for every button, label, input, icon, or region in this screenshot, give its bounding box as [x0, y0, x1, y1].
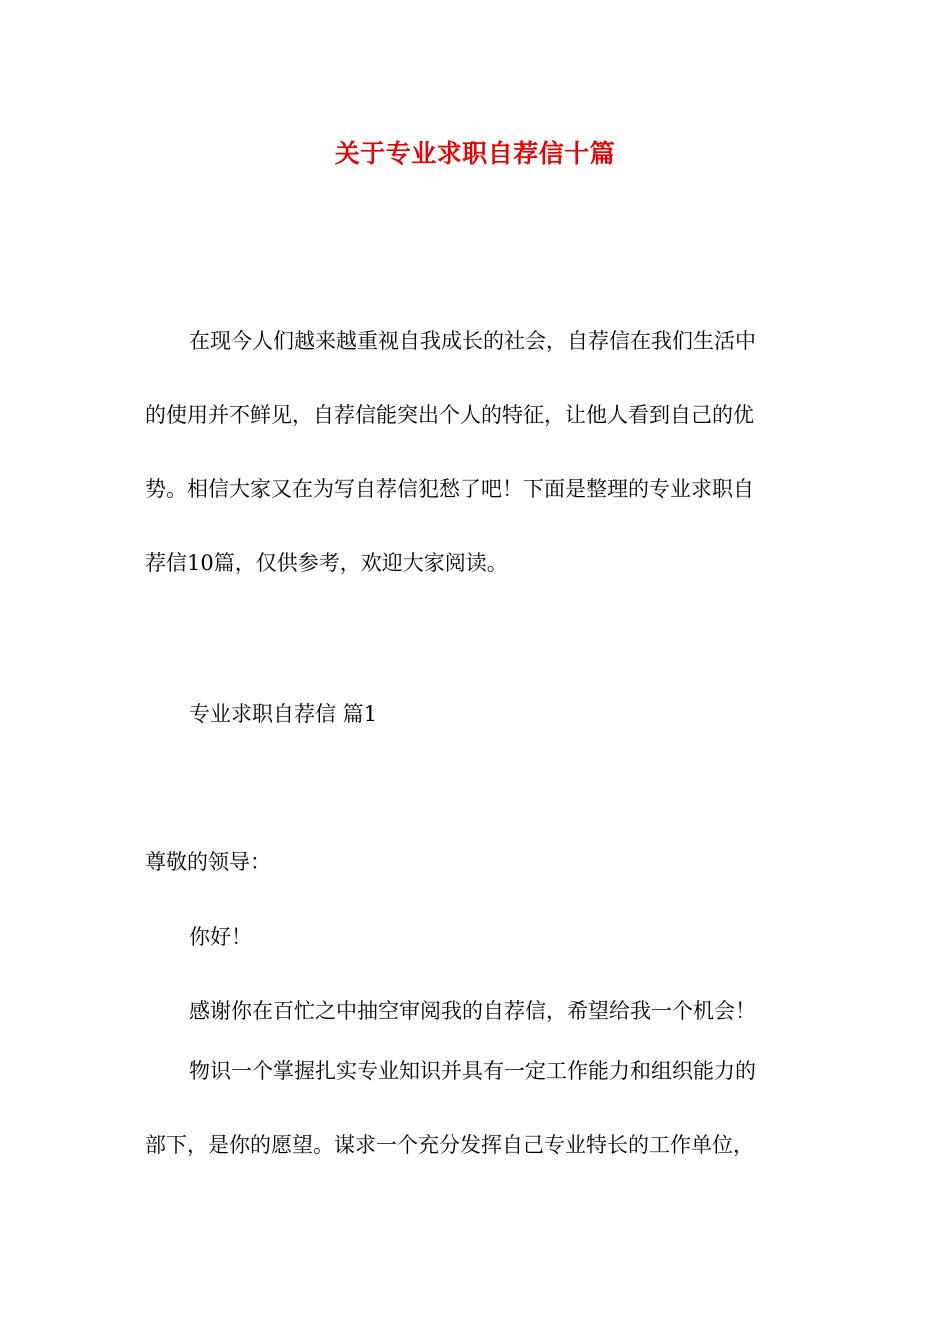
- salutation: 尊敬的领导：: [145, 850, 271, 874]
- greeting: 你好！: [189, 925, 252, 949]
- body-line: 部下，是你的愿望。谋求一个充分发挥自己专业特长的工作单位，: [145, 1133, 754, 1157]
- intro-paragraph: [145, 304, 810, 600]
- document-title: 关于专业求职自荐信十篇: [334, 139, 616, 168]
- body-line: 物识一个掌握扎实专业知识并具有一定工作能力和组织能力的: [189, 1059, 756, 1083]
- intro-line: 势。相信大家又在为写自荐信犯愁了吧！下面是整理的专业求职自: [145, 477, 754, 501]
- section-heading: 专业求职自荐信 篇1: [189, 702, 378, 726]
- intro-line: 的使用并不鲜见，自荐信能突出个人的特征，让他人看到自己的优: [145, 403, 754, 427]
- intro-line: 荐信10篇，仅供参考，欢迎大家阅读。: [145, 551, 508, 575]
- body-paragraph: [145, 1034, 810, 1182]
- intro-line: 在现今人们越来越重视自我成长的社会，自荐信在我们生活中: [189, 329, 756, 353]
- thanks-line: 感谢你在百忙之中抽空审阅我的自荐信，希望给我一个机会！: [189, 999, 756, 1023]
